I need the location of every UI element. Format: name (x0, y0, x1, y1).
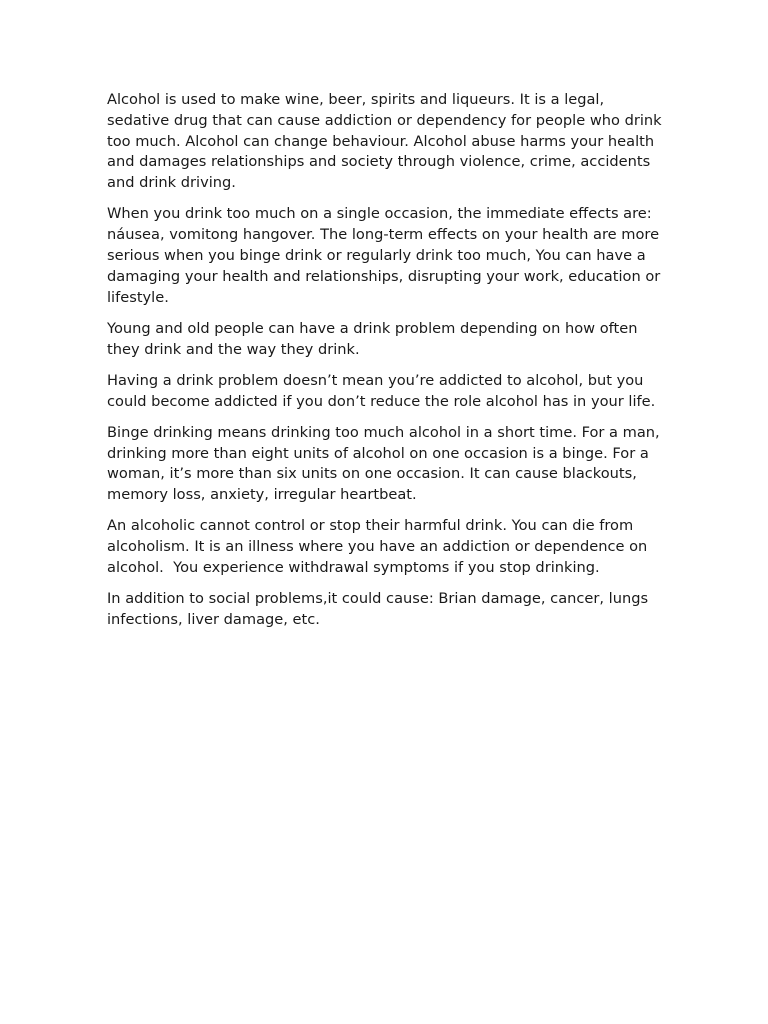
paragraph-alcoholism: An alcoholic cannot control or stop their harmful drink. You can die from alcoholism. It is an illness where you have an addiction or dependence on alcohol. You experience withdrawal symptoms if you stop drinking. (107, 517, 652, 576)
paragraph-young-old: Young and old people can have a drink problem depending on how often they drink and the way they drink. (107, 319, 643, 358)
paragraph-alcohol-intro: Alcohol is used to make wine, beer, spirits and liqueurs. It is a legal, sedative drug that can cause addiction or dependency for people who drink too much. Alcohol can change behaviour. Alcohol abuse harms your health and damages relationships and society through violence, crime, accidents and drink driving. (107, 91, 667, 192)
document-body (107, 90, 667, 641)
paragraph-binge-drinking: Binge drinking means drinking too much alcohol in a short time. For a man, drinking more than eight units of alcohol on one occasion is a binge. For a woman, it’s more than six units on one occasion. It can cause blackouts, memory loss, anxiety, irregular heartbeat. (107, 423, 665, 504)
paragraph-effects: When you drink too much on a single occasion, the immediate effects are: náusea, vomitong hangover. The long-term effects on your health are more serious when you binge drink or regularly drink too much, You can have a damaging your health and relationships, disrupting your work, education or lifestyle. (107, 205, 665, 306)
paragraph-social-problems: In addition to social problems,it could cause: Brian damage, cancer, lungs infections, liver damage, etc. (107, 590, 653, 628)
paragraph-drink-problem: Having a drink problem doesn’t mean you’re addicted to alcohol, but you could become addicted if you don’t reduce the role alcohol has in your life. (107, 371, 656, 410)
